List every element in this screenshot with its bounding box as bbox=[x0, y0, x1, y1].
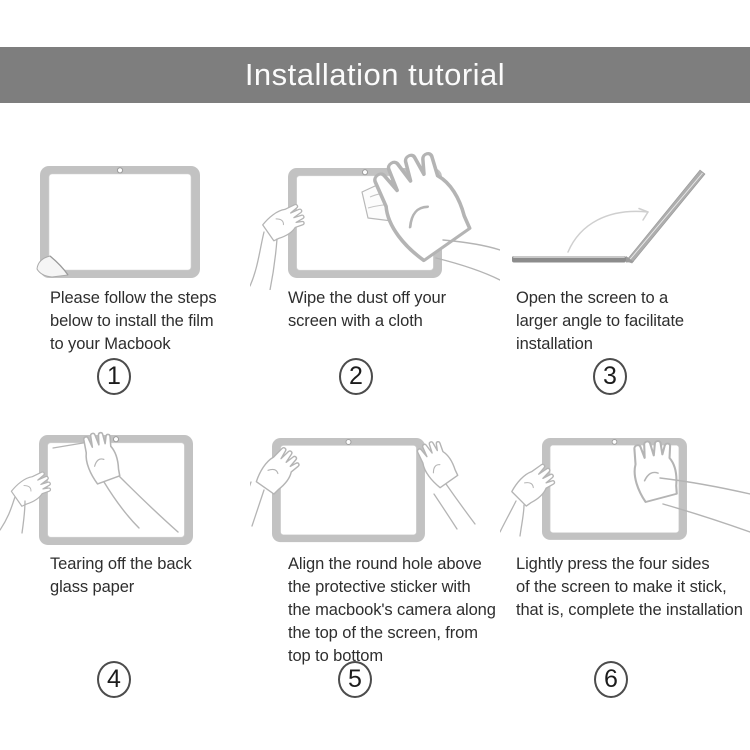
step-number: 1 bbox=[107, 362, 121, 390]
step-number: 2 bbox=[349, 362, 363, 390]
step-2 bbox=[250, 140, 500, 420]
step-caption: Tearing off the back glass paper bbox=[50, 555, 192, 596]
step-6 bbox=[500, 420, 750, 730]
step-number-badge bbox=[97, 358, 131, 395]
step-number-badge bbox=[594, 661, 628, 698]
step-caption: Please follow the steps below to install the film to your Macbook bbox=[50, 289, 217, 353]
step-number: 3 bbox=[603, 362, 617, 390]
macbook-film-peel-illustration bbox=[0, 140, 250, 290]
step-caption: Wipe the dust off your screen with a cloth bbox=[288, 289, 446, 330]
wipe-screen-illustration bbox=[250, 140, 500, 290]
step-1 bbox=[0, 140, 250, 420]
step-number-badge bbox=[593, 358, 627, 395]
header-banner bbox=[0, 47, 750, 103]
step-caption: Open the screen to a larger angle to facilitate installation bbox=[516, 289, 684, 353]
open-laptop-illustration bbox=[500, 140, 750, 290]
page-title: Installation tutorial bbox=[244, 57, 506, 92]
step-number: 4 bbox=[107, 665, 121, 693]
press-four-sides-illustration bbox=[500, 420, 750, 551]
step-caption: Lightly press the four sides of the screen to make it stick, that is, complete the installation bbox=[516, 555, 743, 619]
step-5 bbox=[250, 420, 500, 730]
step-4 bbox=[0, 420, 250, 730]
step-number-badge bbox=[338, 661, 372, 698]
open-direction-arrow bbox=[568, 211, 648, 252]
step-3 bbox=[500, 140, 750, 420]
step-number: 6 bbox=[604, 665, 618, 693]
step-number-badge bbox=[97, 661, 131, 698]
step-number-badge bbox=[339, 358, 373, 395]
align-camera-illustration bbox=[250, 420, 500, 551]
tear-back-paper-illustration bbox=[0, 420, 250, 551]
step-number: 5 bbox=[348, 665, 362, 693]
step-caption: Align the round hole above the protective sticker with the macbook's camera along the top of the screen, from top to bottom bbox=[288, 555, 496, 665]
